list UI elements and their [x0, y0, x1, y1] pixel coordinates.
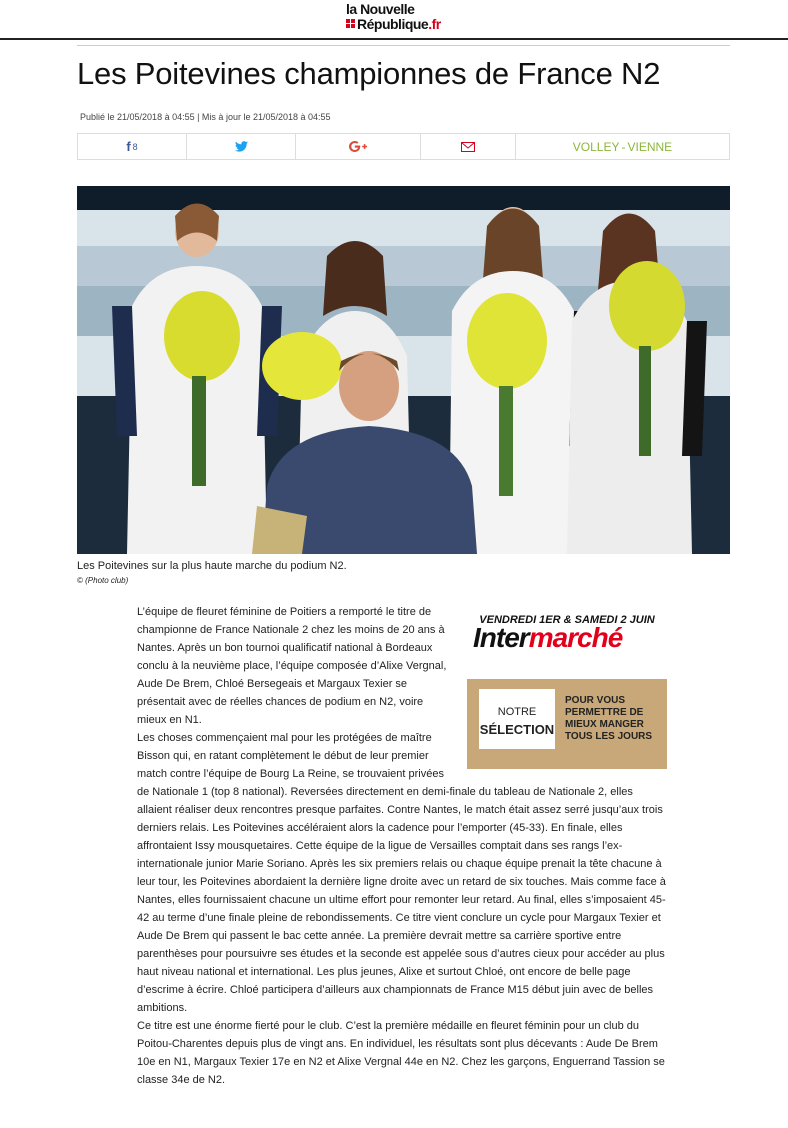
email-share-button[interactable] [421, 134, 516, 159]
ad-brand-part-1: Inter [473, 622, 529, 653]
article-photo [77, 186, 730, 554]
ad-panel [467, 679, 667, 769]
article-paragraph-1: L’équipe de fleuret féminine de Poitiers a remporté le titre de championne de France Nationale 2 chez les moins de 20 ans à Nantes. Après un bon tournoi qualificatif national à Bordeaux conclu à la neuvième place, l’équipe composée d’Alixe Vergnal, Aude De Brem, Chloé Bersegeais et Margaux Texier se présentait avec de réelles chances de podium en N2, voire mieux en N1. [137, 606, 447, 726]
ad-slogan: POUR VOUS PERMETTRE DE MIEUX MANGER TOUS LES JOURS [565, 695, 653, 742]
ad-tag-line-2: SÉLECTION [479, 722, 555, 737]
share-bar [77, 133, 730, 160]
google-plus-share-button[interactable] [296, 134, 421, 159]
tag-volley[interactable]: VOLLEY [572, 139, 620, 154]
logo-suffix: .fr [428, 16, 441, 32]
google-plus-icon [349, 141, 367, 152]
article-paragraph-2: Les choses commençaient mal pour les protégées de maître Bisson qui, en ratant complètement le début de leur premier match contre l’équipe de Bourg La Reine, se trouvaient privées de Nationale 1 (top 8 national). Reversées directement en demi-finale du tableau de Nationale 2, elles allaient réaliser deux rencontres presque parfaites. Contre Nantes, le match était assez serré jusqu’aux trois derniers relais. Les Poitevines accéléraient alors la cadence pour l’emporter (45-33). En finale, elles affrontaient Issy mousquetaires. Cette équipe de la ligue de Versailles comptait dans ses rangs l’ex-internationale junior Marie Soriano. Après les six premiers relais ou chaque équipe prenait la tête chacune à leur tour, les Poitevines abordaient la dernière ligne droite avec un retard de six touches. Mais comme face à Nantes, elles fournissaient chacune un ultime effort pour remonter leur retard. Au final, elles s’imposaient 45-42 au terme d’une finale pleine de rebondissements. Ce titre vient conclure un cycle pour Margaux Texier et Aude De Brem qui passent le bac cette année. La première devrait mettre sa carrière sportive entre parenthèses pour poursuivre ses études et la seconde est appelée sous d’autres cieux pour accéder au plus haut niveau national et international. Les plus jeunes, Alixe et surtout Chloé, ont encore de belle page d’escrime à écrire. Chloé participera d’ailleurs aux championnats de France M15 début juin avec de belles ambitions. [137, 732, 666, 1014]
twitter-share-button[interactable] [187, 134, 296, 159]
photo-caption: Les Poitevines sur la plus haute marche du podium N2. [77, 560, 347, 572]
masthead-bar [0, 0, 788, 40]
header-divider [77, 45, 730, 46]
tag-vienne[interactable]: VIENNE [627, 139, 673, 154]
email-icon [461, 142, 475, 152]
logo-line-2 [346, 16, 441, 32]
publication-meta: Publié le 21/05/2018 à 04:55 | Mis à jour le 21/05/2018 à 04:55 [80, 112, 331, 122]
ad-tag-line-1: NOTRE [497, 706, 537, 718]
facebook-share-button[interactable] [78, 134, 187, 159]
article-body [137, 603, 667, 1089]
logo-line-1: la Nouvelle [346, 1, 415, 17]
article-tags [516, 134, 729, 159]
facebook-share-count: 8 [132, 141, 138, 152]
ad-brand [473, 622, 663, 653]
photo-credit: © (Photo club) [77, 576, 129, 585]
site-logo[interactable] [346, 1, 466, 35]
ad-selection-tag [479, 689, 555, 749]
ad-brand-part-2: marché [528, 622, 623, 653]
ad-date: VENDREDI 1ER & SAMEDI 2 JUIN [479, 614, 655, 626]
article-title: Les Poitevines championnes de France N2 [77, 56, 661, 91]
advertisement[interactable] [467, 611, 667, 769]
facebook-icon: f [126, 139, 131, 154]
logo-word: République [357, 16, 429, 32]
podium-photo-illustration [77, 186, 730, 554]
tag-separator: - [621, 139, 626, 154]
twitter-icon [235, 141, 248, 152]
article-paragraph-3: Ce titre est une énorme fierté pour le club. C’est la première médaille en fleuret féminin pour un club du Poitou-Charentes depuis plus de vingt ans. En individuel, les résultats sont plus décevants : Aude De Brem 10e en N1, Margaux Texier 17e en N2 et Alixe Vergnal 44e en N2. Chez les garçons, Enguerrand Tassion se classe 34e de N2. [137, 1020, 665, 1086]
